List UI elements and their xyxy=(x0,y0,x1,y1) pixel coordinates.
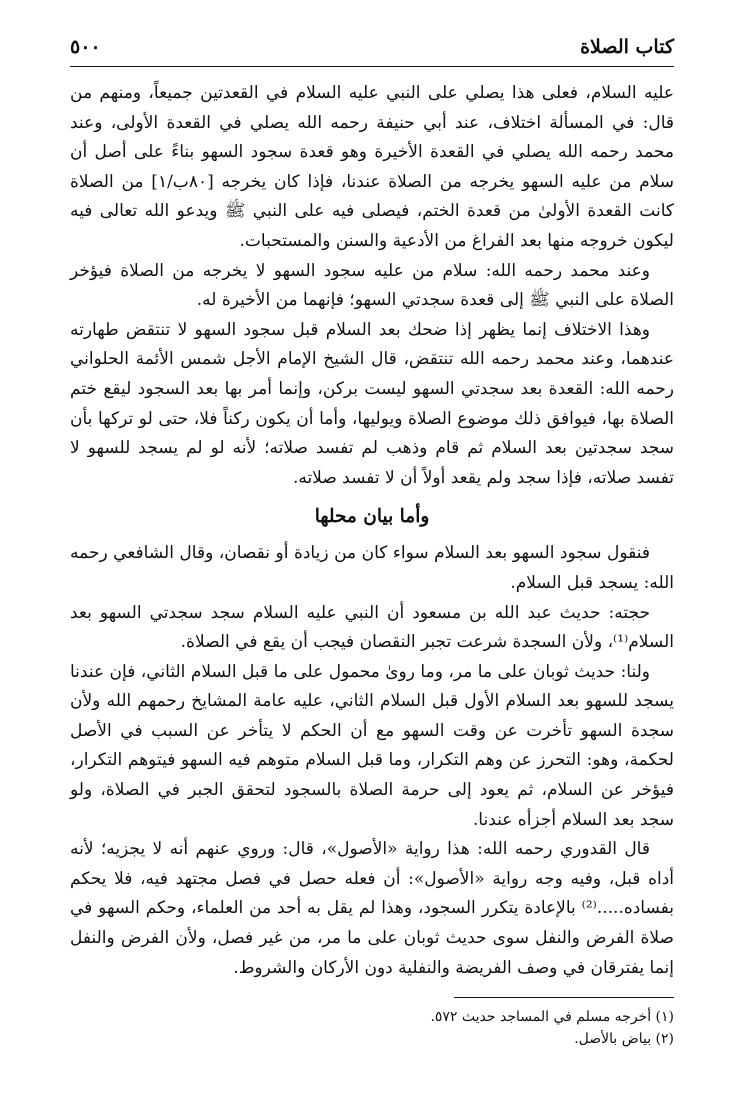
footnote-rule xyxy=(454,997,674,998)
footnote: (٢) بياض بالأصل. xyxy=(574,1031,674,1048)
page-number: ٥٠٠ xyxy=(70,36,101,58)
chapter-title: كتاب الصلاة xyxy=(580,36,674,58)
section-heading: وأما بيان محلها xyxy=(314,506,430,528)
paragraph: فنقول سجود السهو بعد السلام سواء كان من زيادة أو نقصان، وقال الشافعي رحمه الله: يسجد قبل السلام. xyxy=(70,543,674,593)
footnote: (١) أخرجه مسلم في المساجد حديث ٥٧٢. xyxy=(430,1009,674,1026)
paragraph: عليه السلام، فعلى هذا يصلي على النبي عليه السلام في القعدتين جميعاً، ومنهم من قال: في المسألة اختلاف، عند أبي حنيفة رحمه الله يصلي في القعدة الأولى، وعند محمد رحمه الله يصلي في القعدة الأخيرة وهو قعدة سجود السهو بناءً على أصل أن سلام من عليه السهو يخرجه من الصلاة عندنا، فإذا كان يخرجه [٨٠ب/١] من الصلاة كانت القعدة الأولىٰ من قعدة الختم، فيصلى فيه على النبي ﷺ ويدعو الله تعالى فيه ليكون خروجه منها بعد الفراغ من الأدعية والسنن والمستحبات. xyxy=(70,83,674,251)
page-header xyxy=(70,32,674,62)
footnotes xyxy=(70,1006,674,1050)
paragraph: قال القدوري رحمه الله: هذا رواية «الأصول»، قال: وروي عنهم أنه لا يجزيه؛ لأنه أداه قبل، وفيه وجه رواية «الأصول»: أن فعله حصل في فصل مجتهد فيه، فلا يحكم بفساده.....⁽²⁾ بالإعادة يتكرر السجود، وهذا لم يقل به أحد من العلماء، وحكم السهو في صلاة الفرض والنفل سوى حديث ثوبان على ما مر، من غير فصل، ولأن الفرض والنفل إنما يفترقان في وصف الفريضة والنفلية دون الأركان والشروط. xyxy=(70,839,674,978)
header-rule xyxy=(70,66,674,67)
paragraph: وعند محمد رحمه الله: سلام من عليه سجود السهو لا يخرجه من الصلاة فيؤخر الصلاة على النبي ﷺ إلى قعدة سجدتي السهو؛ فإنهما من الأخيرة له. xyxy=(70,260,674,311)
paragraph: حجته: حديث عبد الله بن مسعود أن النبي عليه السلام سجد سجدتي السهو بعد السلام⁽¹⁾، ولأن السجدة شرعت تجبر النقصان فيجب أن يقع في الصلاة. xyxy=(70,602,674,653)
paragraph: وهذا الاختلاف إنما يظهر إذا ضحك بعد السلام قبل سجود السهو لا تنتقض طهارته عندهما، وعند محمد رحمه الله تنتقض، قال الشيخ الإمام الأجل شمس الأئمة الحلواني رحمه الله: القعدة بعد سجدتي السهو ليست بركن، وإنما أمر بها بعد السجود ليقع ختم الصلاة بها، فيوافق ذلك موضوع الصلاة ويوليها، وأما أن يكون ركناً فلا، حتى لو تركها بأن سجد سجدتين بعد السلام ثم قام وذهب لم تفسد صلاته؛ لأنه لو لم يسجد للسهو لا تفسد صلاته، فإذا سجد ولم يقعد أولاً أن لا تفسد صلاته. xyxy=(70,319,674,488)
page-body xyxy=(70,79,674,983)
paragraph: ولنا: حديث ثوبان على ما مر، وما روىٰ محمول على ما قبل السلام الثاني، فإن عندنا يسجد للسهو بعد السلام الأول قبل السلام الثاني، عليه عامة المشايخ رحمهم الله ولأن سجدة السهو تأخرت عن وقت السهو مع أن الحكم لا يتأخر عن السبب في الأصل لحكمة، وهو: التحرز عن وهم التكرار، وما قبل السلام متوهم فيه السهو فيتوهم التكرار، فيؤخر عن السلام، ثم يعود إلى حرمة الصلاة بالسجود لتحقق الجبر في الصلاة، ولو سجد بعد السلام أجزأه عندنا. xyxy=(70,661,674,830)
